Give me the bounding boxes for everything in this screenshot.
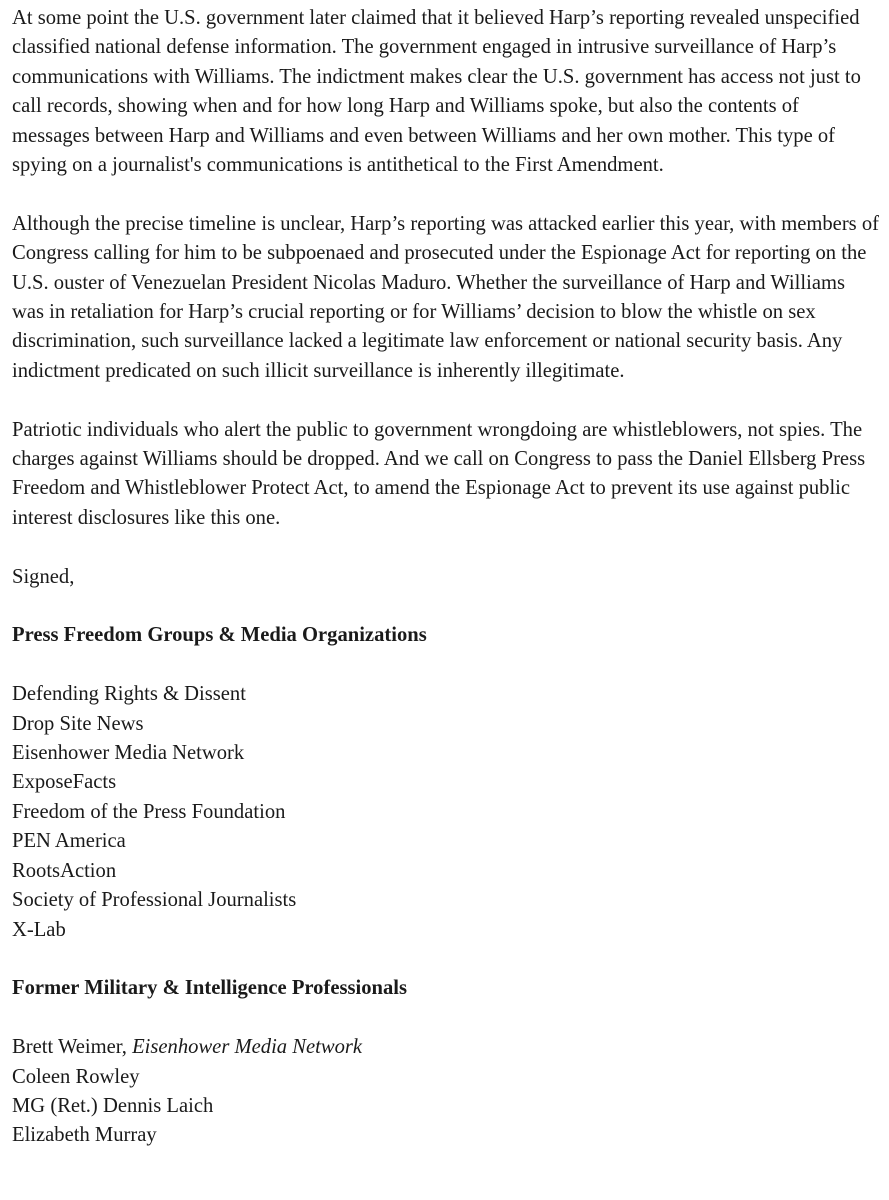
signatory-group: Eisenhower Media Network — [12, 742, 245, 765]
signatory-group: Freedom of the Press Foundation — [12, 800, 286, 823]
signatory-group: ExposeFacts — [12, 771, 117, 794]
signatory-groups-list — [12, 680, 880, 945]
section-heading-individuals: Former Military & Intelligence Professionals — [12, 977, 408, 1000]
signed-line: Signed, — [12, 565, 75, 588]
paragraph-whistleblowers: Patriotic individuals who alert the public to government wrongdoing are whistleblowers, not spies. The charges against Williams should be dropped. And we call on Congress to pass the Daniel Ellsberg Press Freedom and Whistleblower Protect Act, to amend the Espionage Act to prevent its use against public interest disclosures like this one. — [12, 418, 866, 529]
paragraph-timeline: Although the precise timeline is unclear, Harp’s reporting was attacked earlier this year, with members of Congress calling for him to be subpoenaed and prosecuted under the Espionage Act for reporting on the U.S. ouster of Venezuelan President Nicolas Maduro. Whether the surveillance of Harp and Williams was in retaliation for Harp’s crucial reporting or for Williams’ decision to blow the whistle on sex discrimination, such surveillance lacked a legitimate law enforcement or national security basis. Any indictment predicated on such illicit surveillance is inherently illegitimate. — [12, 212, 879, 382]
signatory-group: Drop Site News — [12, 712, 144, 735]
signatory-name: Elizabeth Murray — [12, 1124, 157, 1147]
signatory-individual — [12, 1063, 880, 1092]
paragraph-surveillance: At some point the U.S. government later claimed that it believed Harp’s reporting revealed unspecified classified national defense information. The government engaged in intrusive surveillance of Harp’s communications with Williams. The indictment makes clear the U.S. government has access not just to call records, showing when and for how long Harp and Williams spoke, but also the contents of messages between Harp and Williams and even between Williams and her own mother. This type of spying on a journalist's communications is antithetical to the First Amendment. — [12, 7, 861, 177]
signatory-name: Coleen Rowley — [12, 1065, 140, 1088]
signatory-separator: , — [121, 1036, 133, 1059]
signatory-name: MG (Ret.) Dennis Laich — [12, 1094, 214, 1117]
signatory-individuals-list — [12, 1033, 880, 1151]
section-heading-groups: Press Freedom Groups & Media Organizations — [12, 624, 427, 647]
signatory-affiliation: Eisenhower Media Network — [132, 1036, 363, 1059]
signatory-name: Brett Weimer — [12, 1036, 122, 1059]
signatory-individual — [12, 1033, 880, 1062]
letter-document — [12, 4, 880, 1180]
signatory-individual — [12, 1092, 880, 1121]
signatory-group: PEN America — [12, 830, 126, 853]
signatory-individual — [12, 1121, 880, 1150]
signatory-group: RootsAction — [12, 859, 117, 882]
signatory-group: X-Lab — [12, 918, 66, 941]
signatory-group: Defending Rights & Dissent — [12, 683, 246, 706]
signatory-group: Society of Professional Journalists — [12, 889, 297, 912]
